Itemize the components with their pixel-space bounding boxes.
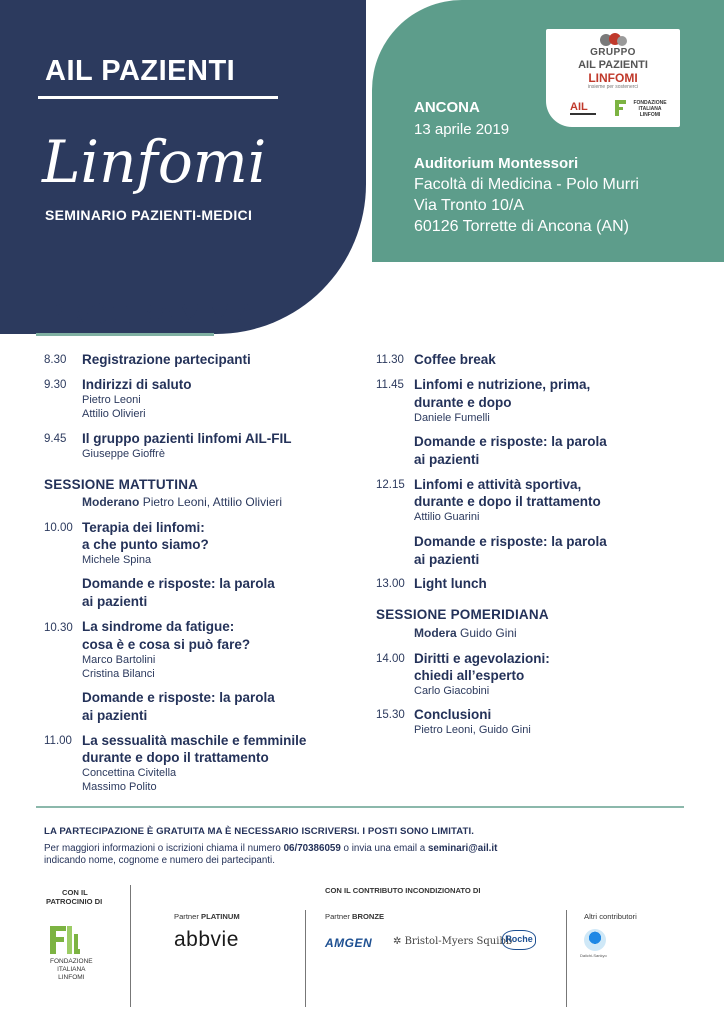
item-time: 11.00	[44, 735, 72, 747]
item-time: 11.45	[376, 379, 404, 391]
bronze-tier: BRONZE	[352, 912, 385, 921]
platinum-tier: PLATINUM	[201, 912, 240, 921]
gruppo-logo	[546, 29, 680, 127]
patrocinio-label: CON IL	[62, 888, 88, 897]
email-link[interactable]: seminari@ail.it	[427, 843, 498, 854]
altri-label: Altri contributori	[584, 912, 637, 921]
event-city: ANCONA	[414, 99, 480, 116]
session-heading: SESSIONE MATTUTINA	[44, 477, 199, 492]
item-speaker: Pietro Leoni, Guido Gini	[414, 724, 531, 736]
contact-info	[44, 843, 497, 854]
item-title-line: Linfomi e attività sportiva,	[414, 477, 582, 492]
daiichi-logo-text: Daiichi-Sankyo	[580, 953, 607, 958]
item-title-line: durante e dopo il trattamento	[82, 750, 269, 765]
item-time: 10.00	[44, 522, 73, 534]
item-title-line: ai pazienti	[414, 452, 480, 467]
item-title-line: Terapia dei linfomi:	[82, 520, 205, 535]
item-title-line: ai pazienti	[82, 708, 148, 723]
item-title-line: ai pazienti	[414, 552, 480, 567]
programma-heading: PROGRAMMA	[44, 298, 258, 331]
item-speaker: Daniele Fumelli	[414, 412, 490, 424]
event-date: 13 aprile 2019	[414, 121, 510, 138]
bms-name: Bristol-Myers Squibb	[404, 936, 513, 947]
bronze-label	[325, 912, 384, 921]
item-title-line: Linfomi e nutrizione, prima,	[414, 377, 591, 392]
fil-text-line: FONDAZIONE	[50, 958, 93, 965]
address-line: Facoltà di Medicina - Polo Murri	[414, 176, 639, 193]
item-time: 13.00	[376, 578, 405, 590]
item-title-line: durante e dopo	[414, 395, 512, 410]
item-title-line: La sessualità maschile e femminile	[82, 733, 307, 748]
footer-divider	[566, 910, 567, 1007]
fil-logo-icon	[46, 922, 82, 956]
item-title-line: durante e dopo il trattamento	[414, 494, 601, 509]
item-title-line: ai pazienti	[82, 594, 148, 609]
item-speaker: Giuseppe Gioffrè	[82, 448, 165, 460]
item-title: Indirizzi di saluto	[82, 377, 192, 392]
item-title: Light lunch	[414, 576, 487, 591]
address-line: Via Tronto 10/A	[414, 197, 524, 214]
logo-line-ail: AIL PAZIENTI	[578, 59, 648, 71]
item-title: Registrazione partecipanti	[82, 352, 251, 367]
item-title: Il gruppo pazienti linfomi AIL-FIL	[82, 431, 292, 446]
item-time: 9.45	[44, 433, 67, 445]
phone-number[interactable]: 06/70386059	[283, 843, 341, 854]
logo-tagline: insieme per sostenerci	[587, 84, 639, 90]
contact-instructions: indicando nome, cognome e numero dei partecipanti.	[44, 855, 275, 866]
fil-logo-text	[50, 958, 93, 982]
item-speaker: Pietro Leoni	[82, 394, 141, 406]
bronze-prefix: Partner	[325, 912, 353, 921]
fil-small-logo-text: FONDAZIONE ITALIANA LINFOMI	[633, 100, 667, 118]
event-venue: Auditorium Montessori	[414, 155, 579, 172]
roche-logo: Roche	[502, 930, 536, 950]
event-subtitle: SEMINARIO PAZIENTI-MEDICI	[45, 207, 253, 223]
event-title: Linfomi	[42, 128, 267, 196]
item-speaker: Attilio Olivieri	[82, 408, 146, 420]
moderator-label: Modera	[414, 626, 457, 640]
moderator-names: Guido Gini	[460, 626, 517, 640]
address-line: 60126 Torrette di Ancona (AN)	[414, 218, 629, 235]
section-divider	[36, 806, 684, 808]
platinum-label	[174, 912, 240, 921]
ail-logo-icon	[568, 97, 598, 119]
item-time: 8.30	[44, 354, 67, 366]
item-title-line: La sindrome da fatigue:	[82, 619, 235, 634]
contact-text: Per maggiori informazioni o iscrizioni chiama il numero	[44, 843, 284, 854]
bms-star-icon: ✲	[393, 936, 402, 947]
footer-divider	[130, 885, 131, 1007]
item-title-line: chiedi all’esperto	[414, 668, 525, 683]
item-title-line: a che punto siamo?	[82, 537, 209, 552]
item-title-line: Domande e risposte: la parola	[82, 690, 275, 705]
item-title: Conclusioni	[414, 707, 492, 722]
patrocinio-label: PATROCINIO DI	[46, 897, 103, 906]
org-title: AIL PAZIENTI	[45, 55, 236, 87]
item-title: Coffee break	[414, 352, 496, 367]
item-time: 10.30	[44, 622, 73, 634]
fil-small-logo-icon	[614, 99, 628, 117]
contributo-label: CON IL CONTRIBUTO INCONDIZIONATO DI	[325, 886, 481, 895]
moderator-names: Pietro Leoni, Attilio Olivieri	[142, 495, 283, 509]
abbvie-logo: abbvie	[174, 928, 239, 951]
session-moderators	[414, 626, 517, 640]
item-title-line: Diritti e agevolazioni:	[414, 651, 550, 666]
fil-text-line: LINFOMI	[58, 974, 85, 981]
item-speaker: Marco Bartolini	[82, 654, 156, 666]
session-heading: SESSIONE POMERIDIANA	[376, 607, 549, 622]
item-title-line: Domande e risposte: la parola	[414, 434, 607, 449]
logo-line-gruppo: GRUPPO	[590, 47, 636, 58]
item-title-line: Domande e risposte: la parola	[82, 576, 275, 591]
item-speaker: Michele Spina	[82, 554, 152, 566]
moderator-label: Moderano	[82, 495, 140, 509]
amgen-logo: AMGEN	[325, 936, 373, 950]
daiichi-logo-icon	[584, 929, 606, 951]
logo-line-linfomi: LINFOMI	[588, 71, 638, 85]
item-time: 12.15	[376, 479, 405, 491]
fil-text-line: ITALIANA	[57, 966, 86, 973]
item-title-line: cosa è e cosa si può fare?	[82, 637, 251, 652]
item-time: 14.00	[376, 653, 405, 665]
contact-text: o invia una email a	[340, 843, 428, 854]
bms-logo	[393, 936, 512, 947]
registration-notice: LA PARTECIPAZIONE È GRATUITA MA È NECESSARIO ISCRIVERSI. I POSTI SONO LIMITATI.	[44, 826, 475, 837]
session-moderators	[82, 495, 282, 509]
item-speaker: Cristina Bilanci	[82, 668, 155, 680]
item-speaker: Attilio Guarini	[414, 511, 480, 523]
item-speaker: Concettina Civitella	[82, 767, 177, 779]
title-divider	[38, 96, 278, 99]
item-time: 15.30	[376, 709, 405, 721]
programma-underline	[36, 333, 214, 336]
item-time: 9.30	[44, 379, 67, 391]
item-time: 11.30	[376, 354, 404, 366]
logo-figures-icon	[596, 33, 630, 47]
platinum-prefix: Partner	[174, 912, 202, 921]
item-speaker: Carlo Giacobini	[414, 685, 490, 697]
footer-divider	[305, 910, 306, 1007]
svg-text:AIL: AIL	[570, 101, 588, 113]
item-title-line: Domande e risposte: la parola	[414, 534, 607, 549]
item-speaker: Massimo Polito	[82, 781, 157, 793]
